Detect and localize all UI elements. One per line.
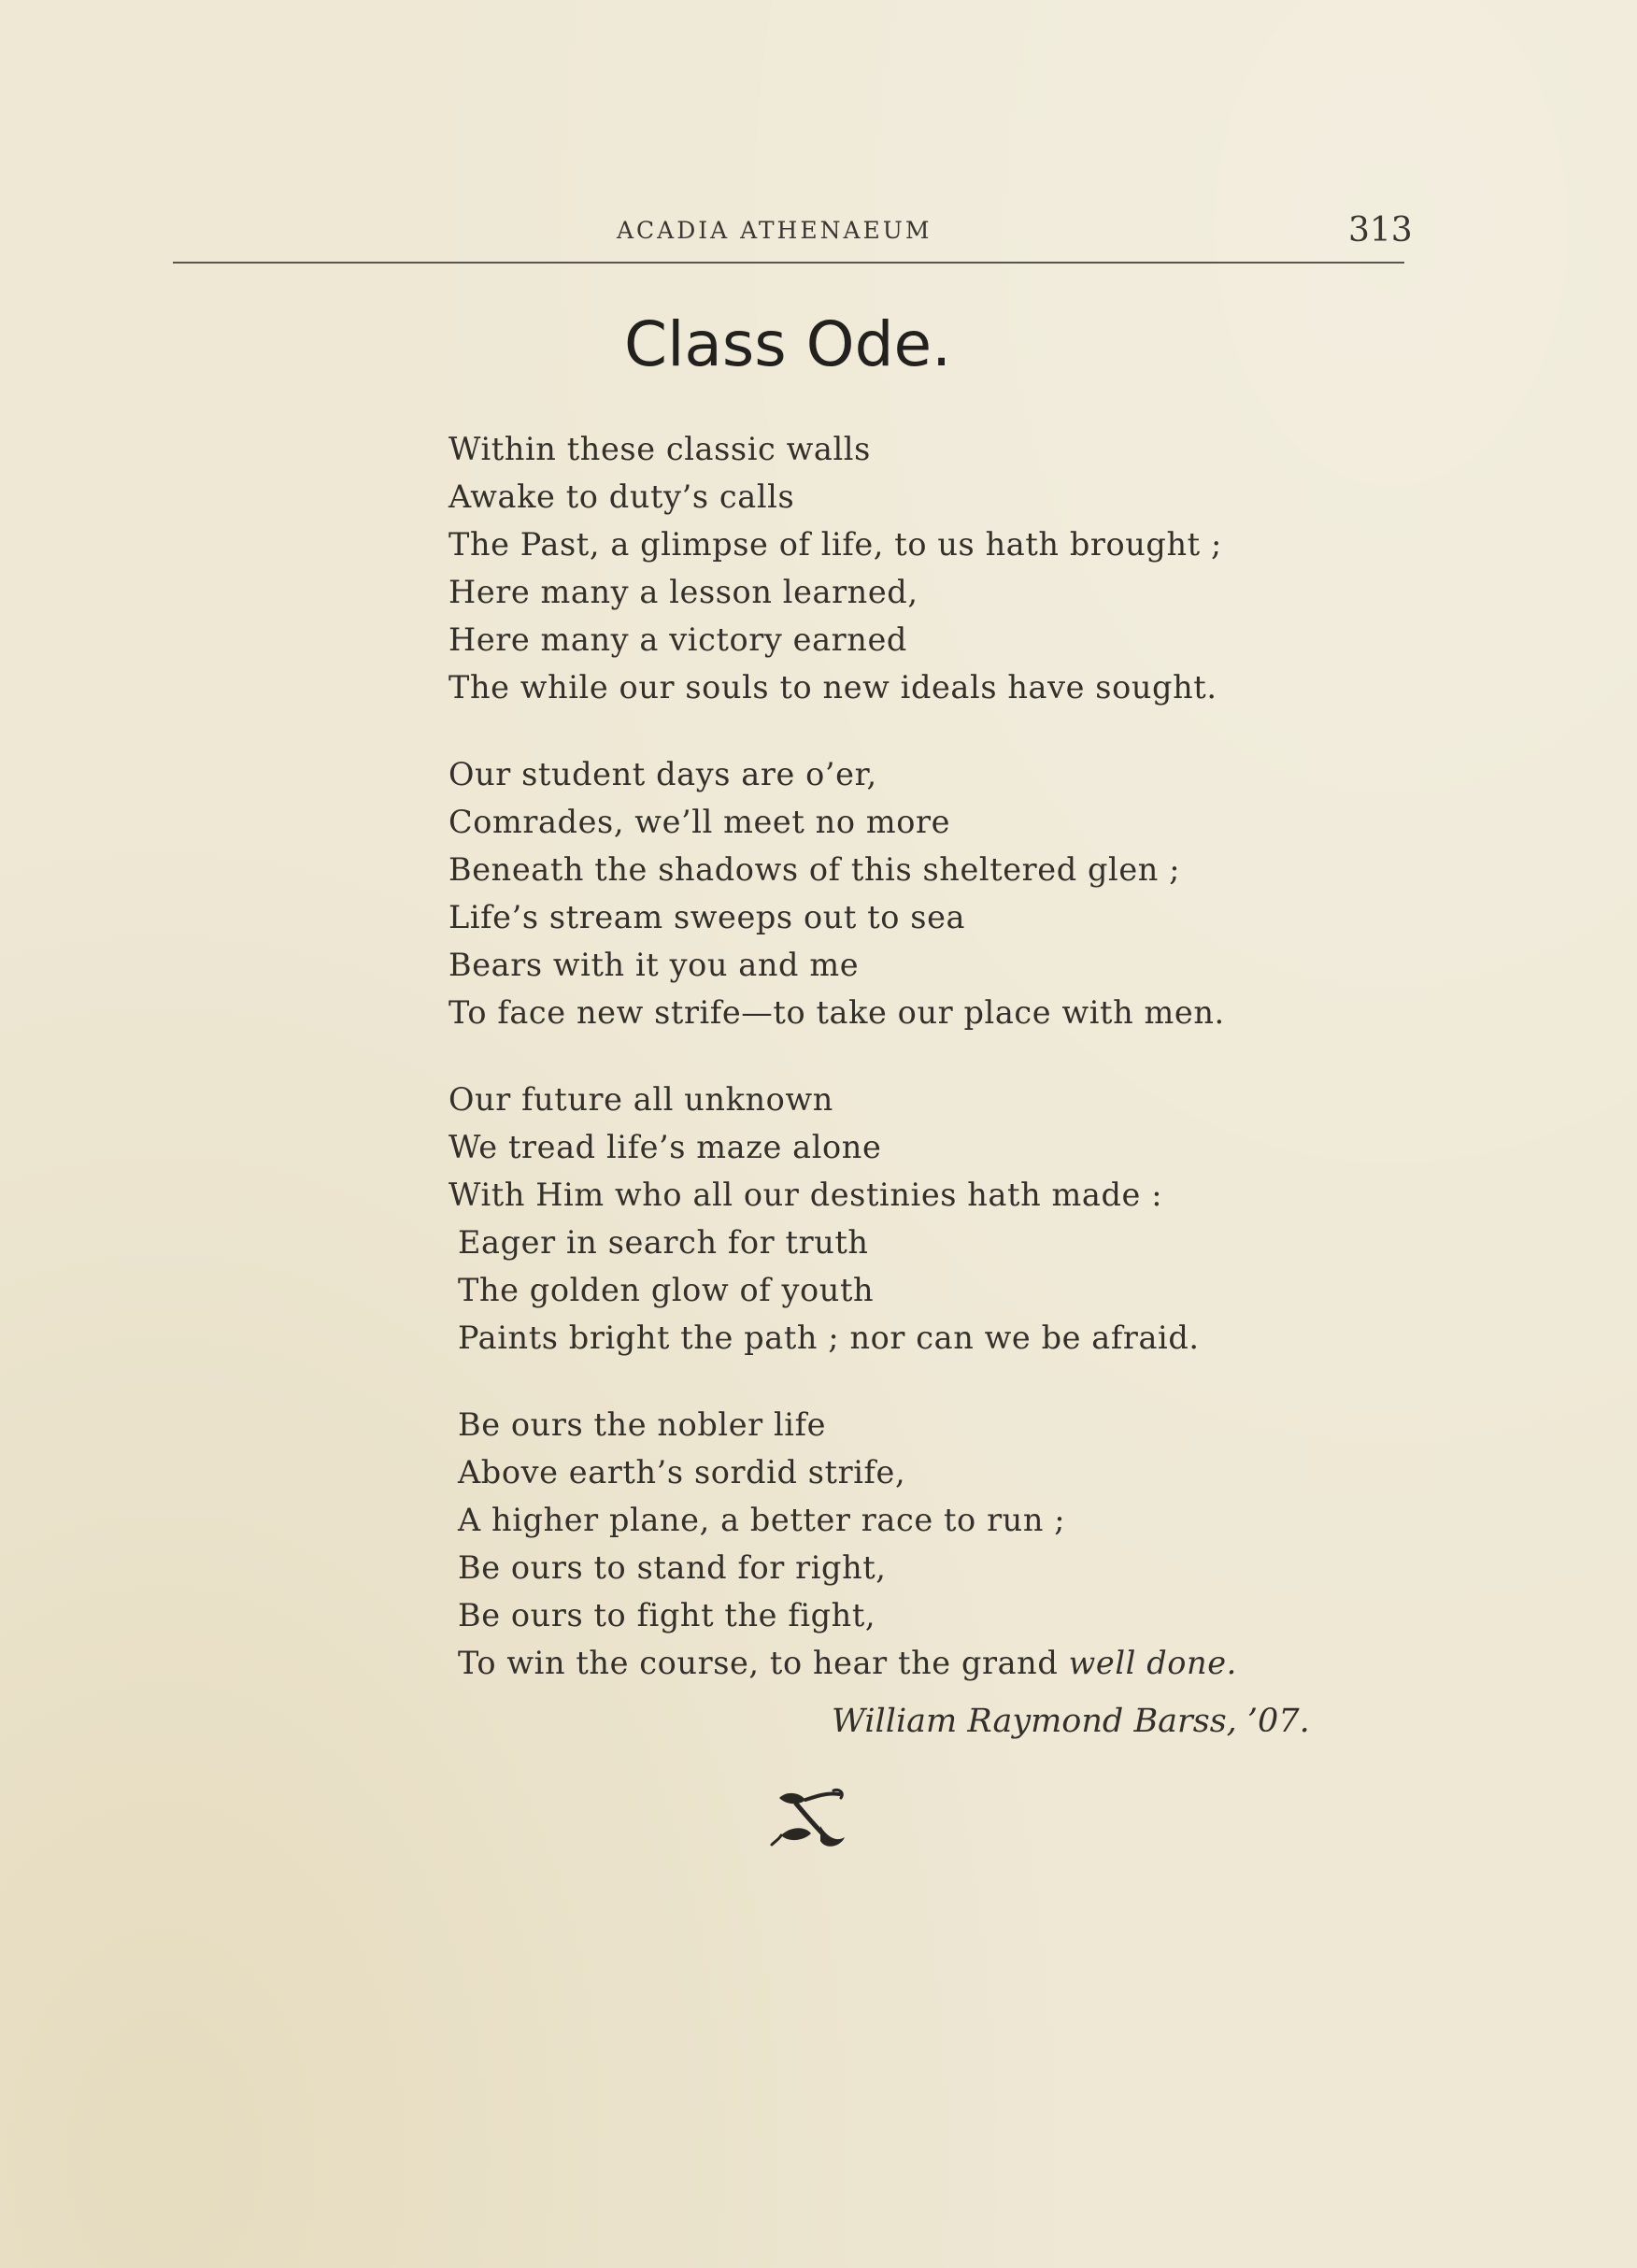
poem-line: Eager in search for truth <box>458 1224 869 1261</box>
poem-line: Bears with it you and me <box>448 947 860 983</box>
stanza-2 <box>448 750 1383 1036</box>
stanza-1 <box>448 425 1383 711</box>
poem-line: The Past, a glimpse of life, to us hath brought ; <box>448 526 1222 563</box>
author-signature: William Raymond Barss, ’07. <box>832 1703 1310 1740</box>
fleuron-ornament-icon <box>768 1787 848 1854</box>
poem-line: Comrades, we’ll meet no more <box>448 804 951 840</box>
poem-line: A higher plane, a better race to run ; <box>458 1502 1066 1538</box>
poem-line: The while our souls to new ideals have sought. <box>448 669 1217 706</box>
poem-line: Above earth’s sordid strife, <box>458 1454 906 1491</box>
poem-line-italic-tail: well done. <box>1068 1645 1237 1681</box>
header-rule <box>173 262 1404 264</box>
poem-body <box>448 425 1383 1726</box>
stanza-4 <box>448 1401 1383 1687</box>
poem-line: Here many a victory earned <box>448 621 907 658</box>
poem-line: Be ours to stand for right, <box>458 1549 887 1586</box>
poem-line: Our student days are o’er, <box>448 756 877 792</box>
poem-line: Within these classic walls <box>448 431 871 467</box>
stanza-3 <box>448 1076 1383 1362</box>
poem-line-text: To win the course, to hear the grand <box>458 1645 1059 1681</box>
poem-line: With Him who all our destinies hath made : <box>448 1177 1163 1213</box>
page-number: 313 <box>1348 211 1413 250</box>
poem-line: Life’s stream sweeps out to sea <box>448 899 966 935</box>
poem-line: Here many a lesson learned, <box>448 574 918 610</box>
poem-line: The golden glow of youth <box>458 1272 875 1308</box>
poem-line: To face new strife—to take our place with men. <box>448 994 1225 1031</box>
poem-line: Beneath the shadows of this sheltered glen ; <box>448 851 1181 888</box>
poem-line: Awake to duty’s calls <box>448 478 795 515</box>
poem-line: We tread life’s maze alone <box>448 1129 882 1165</box>
running-head: ACADIA ATHENAEUM <box>617 217 932 244</box>
poem-title: Class Ode. <box>624 308 952 380</box>
poem-line: Paints bright the path ; nor can we be afraid. <box>458 1319 1200 1356</box>
poem-line: Our future all unknown <box>448 1081 833 1118</box>
poem-line: Be ours to fight the fight, <box>458 1597 876 1633</box>
poem-line-last <box>448 1639 1383 1687</box>
poem-line: Be ours the nobler life <box>458 1406 827 1443</box>
